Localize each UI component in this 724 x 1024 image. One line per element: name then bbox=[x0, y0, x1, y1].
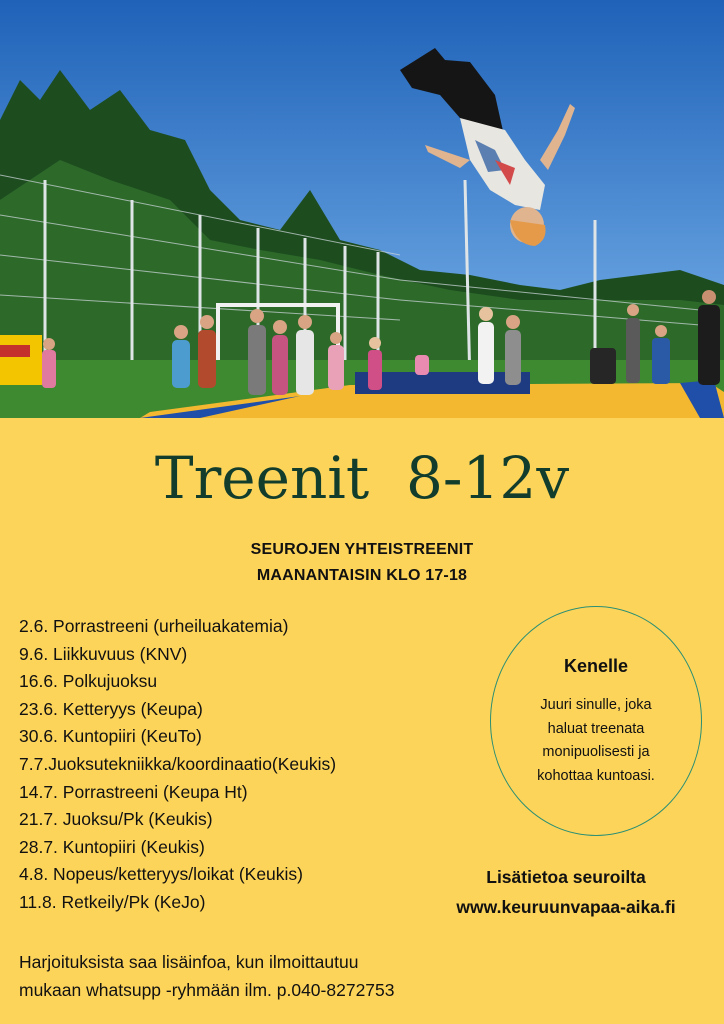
schedule-item: 30.6. Kuntopiiri (KeuTo) bbox=[19, 726, 202, 747]
schedule-item: 21.7. Juoksu/Pk (Keukis) bbox=[19, 809, 213, 830]
schedule-item: 23.6. Ketteryys (Keupa) bbox=[19, 698, 203, 719]
circle-line: kohottaa kuntoasi. bbox=[537, 767, 655, 784]
circle-line: monipuolisesti ja bbox=[542, 744, 650, 760]
footer-note bbox=[19, 948, 479, 1004]
training-schedule bbox=[19, 613, 336, 917]
schedule-item: 28.7. Kuntopiiri (Keukis) bbox=[19, 836, 205, 857]
subtitle-line-1: SEUROJEN YHTEISTREENIT bbox=[250, 541, 474, 558]
circle-title: Kenelle bbox=[563, 656, 629, 676]
circle-description bbox=[516, 694, 676, 788]
header-photo bbox=[0, 0, 724, 418]
schedule-item: 14.7. Porrastreeni (Keupa Ht) bbox=[19, 781, 248, 802]
footer-line: mukaan whatsupp -ryhmään ilm. p.040-8272753 bbox=[19, 980, 395, 1000]
page-title: Treenit 8-12v bbox=[154, 444, 570, 512]
schedule-item: 11.8. Retkeily/Pk (KeJo) bbox=[19, 891, 206, 912]
subtitle-line-2: MAANANTAISIN KLO 17-18 bbox=[256, 567, 468, 584]
info-label: Lisätietoa seuroilta bbox=[486, 867, 646, 887]
website-link[interactable]: www.keuruunvapaa-aika.fi bbox=[456, 897, 676, 917]
schedule-item: 2.6. Porrastreeni (urheiluakatemia) bbox=[19, 616, 289, 636]
schedule-item: 16.6. Polkujuoksu bbox=[19, 671, 158, 692]
footer-line: Harjoituksista saa lisäinfoa, kun ilmoittautuu bbox=[19, 952, 359, 972]
circle-line: Juuri sinulle, joka bbox=[540, 697, 652, 713]
schedule-item: 7.7.Juoksutekniikka/koordinaatio(Keukis) bbox=[19, 753, 337, 774]
schedule-item: 9.6. Liikkuvuus (KNV) bbox=[19, 643, 188, 664]
schedule-item: 4.8. Nopeus/ketteryys/loikat (Keukis) bbox=[19, 864, 304, 885]
trampoline-photo-icon bbox=[0, 0, 724, 418]
circle-line: haluat treenata bbox=[547, 720, 645, 737]
